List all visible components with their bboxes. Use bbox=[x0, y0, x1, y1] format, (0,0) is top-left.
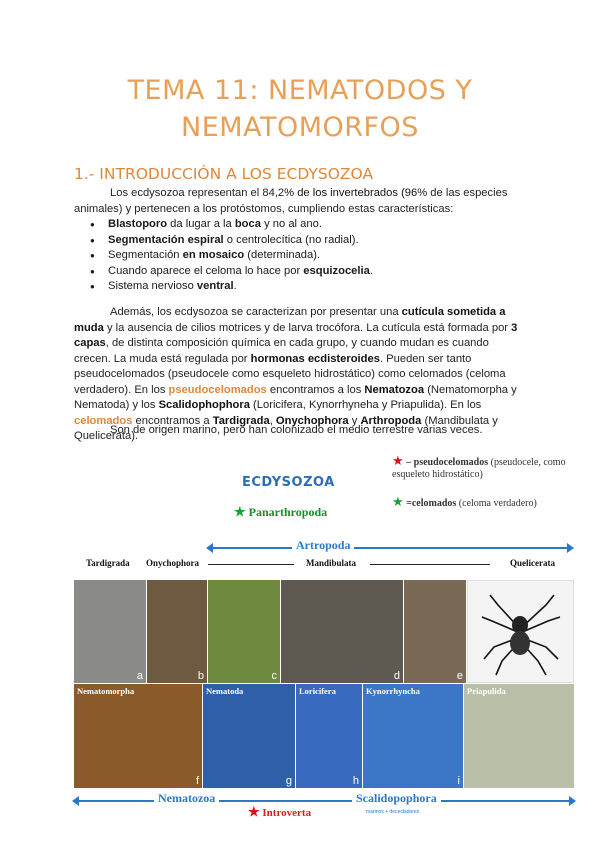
section-heading: 1.- INTRODUCCIÓN A LOS ECDYSOZOA bbox=[74, 165, 374, 183]
photo-onychophora: b bbox=[147, 580, 207, 683]
arrowhead-icon bbox=[569, 796, 576, 806]
artropoda-arrow bbox=[208, 547, 572, 549]
legend-pseudocelomados: ★ – pseudocelomados (pseudocele, como esqueleto hidrostático) bbox=[392, 453, 566, 480]
photo-crayfish: d bbox=[281, 580, 403, 683]
list-item: ● Cuando aparece el celoma lo hace por esquizocelia. bbox=[74, 264, 526, 280]
photo-kynorrhyncha: Kynorrhyncha i bbox=[363, 684, 463, 788]
photo-nematomorpha: Nematomorpha f bbox=[74, 684, 202, 788]
photo-spider bbox=[467, 580, 574, 683]
introverta-label: ★ Introverta bbox=[248, 804, 312, 819]
red-star-icon: ★ bbox=[248, 804, 260, 819]
scalidophora-label: Scalidopophora bbox=[352, 791, 441, 806]
photo-insect: c bbox=[208, 580, 280, 683]
mandibulata-line-right bbox=[370, 564, 490, 565]
photo-tardigrada: a bbox=[74, 580, 146, 683]
artropoda-label: Artropoda bbox=[292, 538, 354, 553]
arrowhead-icon bbox=[72, 796, 79, 806]
arrowhead-icon bbox=[206, 543, 213, 553]
origin-paragraph: Son de origen marino, pero han colonizado el medio terrestre varias veces. bbox=[110, 424, 483, 436]
label-mandibulata: Mandibulata bbox=[306, 558, 357, 568]
label-quelicerata: Quelicerata bbox=[510, 558, 555, 568]
list-item: ● Segmentación en mosaico (determinada). bbox=[74, 248, 526, 264]
panarthropoda-label: ★ Panarthropoda bbox=[234, 504, 328, 519]
arrowhead-icon bbox=[567, 543, 574, 553]
description-paragraph: Además, los ecdysozoa se caracterizan por presentar una cutícula sometida a muda y la ausencia de cilios motrices y de larva trocófora. La cutícula está formada por 3 capas, de distinta composición química en cada grupo, y cuando mudan es cuando crecen. La muda está regulada por hormonas ecdisteroides. Pueden ser tanto pseudocelomados (pseudocele como esqueleto hidrostático) como celomados (celoma verdadero). En los pseudocelomados encontramos a los Nematozoa (Nematomorpha y Nematoda) y los Scalidophophora (Loricifera, Kynorrhyneha y Priapulida). En los celomados encontramos a Tardigrada, Onychophora y Arthropoda (Mandibulata y Quelicerata). bbox=[74, 306, 518, 442]
green-star-icon: ★ bbox=[234, 504, 246, 519]
red-star-icon: ★ bbox=[392, 453, 404, 468]
list-item: ● Segmentación espiral o centrolecítica (no radial). bbox=[74, 233, 526, 249]
scalidophora-subtitle: marinos + dececladores bbox=[366, 809, 420, 815]
nematozoa-scalidophora-arrow bbox=[74, 800, 574, 802]
characteristics-list bbox=[74, 217, 526, 295]
photo-loricifera: Loricifera h bbox=[296, 684, 362, 788]
label-onychophora: Onychophora bbox=[146, 558, 200, 568]
page-title-line2: NEMATOMORFOS bbox=[181, 112, 419, 143]
green-star-icon: ★ bbox=[392, 494, 404, 509]
list-item: ● Blastoporo da lugar a la boca y no al ano. bbox=[74, 217, 526, 233]
list-item: ● Sistema nervioso ventral. bbox=[74, 279, 526, 295]
page-title-line1: TEMA 11: NEMATODOS Y bbox=[127, 75, 473, 106]
legend-celomados: ★ =celomados (celoma verdadero) bbox=[392, 494, 537, 509]
spider-icon bbox=[468, 581, 573, 682]
label-tardigrada: Tardigrada bbox=[86, 558, 130, 568]
nematozoa-label: Nematozoa bbox=[154, 791, 219, 806]
intro-paragraph: Los ecdysozoa representan el 84,2% de los invertebrados (96% de las especies animales) y pertenecen a los protóstomos, cumpliendo estas características: bbox=[74, 187, 508, 215]
photo-priapulida: Priapulida bbox=[464, 684, 574, 788]
photo-nematoda: Nematoda g bbox=[203, 684, 295, 788]
mandibulata-line-left bbox=[208, 564, 294, 565]
figure-title: ECDYSOZOA bbox=[242, 475, 335, 490]
photo-millipede: e bbox=[404, 580, 466, 683]
ecdysozoa-figure bbox=[74, 447, 574, 827]
